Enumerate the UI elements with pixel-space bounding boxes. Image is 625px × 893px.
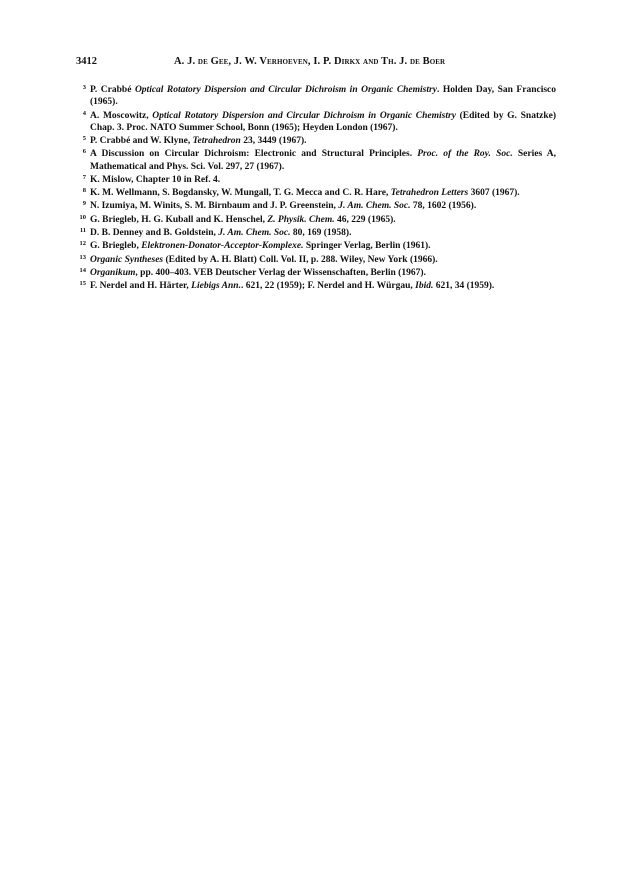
reference-item	[74, 254, 556, 266]
reference-text: Springer Verlag, Berlin (1961).	[303, 241, 431, 252]
reference-title: Ibid.	[415, 281, 434, 292]
reference-item	[74, 148, 556, 172]
reference-text: N. Izumiya, M. Winits, S. M. Birnbaum and J. P. Greenstein,	[90, 201, 339, 212]
reference-item	[74, 200, 556, 212]
reference-number: 11	[79, 226, 86, 234]
reference-text: F. Nerdel and H. Härter,	[90, 281, 192, 292]
reference-title: Elektronen-Donator-Acceptor-Komplexe.	[141, 241, 304, 252]
reference-text: 46, 229 (1965).	[334, 214, 396, 225]
reference-number: 12	[79, 240, 86, 248]
reference-text: 78, 1602 (1956).	[410, 201, 477, 212]
reference-title: Optical Rotatory Dispersion and Circular Dichroism in Organic Chemistry	[152, 110, 456, 121]
reference-item	[74, 214, 556, 226]
reference-text: . Holden Day, San Francisco (1965).	[90, 85, 556, 108]
reference-text: . 621, 22 (1959); F. Nerdel and H. Würgau,	[240, 281, 416, 292]
reference-text: 3607 (1967).	[468, 188, 520, 199]
running-head: A. J. de Gee, J. W. Verhoeven, I. P. Dirkx and Th. J. de Boer	[174, 56, 446, 67]
reference-item	[74, 267, 556, 279]
reference-item	[74, 240, 556, 252]
page-number: 3412	[76, 56, 97, 67]
reference-text: 621, 34 (1959).	[433, 281, 495, 292]
reference-title: Tetrahedron	[192, 136, 241, 146]
reference-title: Organikum	[90, 267, 136, 278]
reference-list	[74, 84, 556, 293]
reference-number: 15	[79, 280, 86, 288]
reference-number: 14	[79, 266, 86, 274]
reference-title: Tetrahedron Letters	[390, 188, 469, 199]
reference-text: D. B. Denney and B. Goldstein,	[90, 227, 219, 238]
reference-number: 4	[82, 109, 86, 117]
reference-text: 23, 3449 (1967).	[240, 136, 307, 146]
reference-text: , pp. 400–403. VEB Deutscher Verlag der Wissenschaften, Berlin (1967).	[135, 267, 426, 278]
reference-item	[74, 84, 556, 108]
reference-title: Proc. of the Roy. Soc.	[417, 149, 513, 160]
reference-item	[74, 187, 556, 199]
reference-title: J. Am. Chem. Soc.	[218, 227, 291, 238]
reference-text: A Discussion on Circular Dichroism: Electronic and Structural Principles.	[90, 149, 418, 160]
page-header	[76, 56, 546, 72]
reference-text: K. Mislow, Chapter 10 in Ref. 4.	[90, 174, 221, 185]
reference-number: 9	[82, 200, 86, 208]
reference-text: (Edited by A. H. Blatt) Coll. Vol. II, p. 288. Wiley, New York (1966).	[163, 254, 438, 265]
reference-text: (Edited by G. Snatzke) Chap. 3. Proc. NATO Summer School, Bonn (1965); Heyden London (1967).	[90, 110, 556, 133]
reference-number: 3	[82, 84, 86, 91]
reference-number: 6	[82, 148, 86, 156]
reference-item	[74, 280, 556, 292]
reference-text: Series A, Mathematical and Phys. Sci. Vol. 297, 27 (1967).	[90, 149, 557, 172]
reference-number: 5	[82, 135, 86, 142]
reference-number: 10	[79, 213, 86, 221]
reference-text: P. Crabbé	[90, 85, 135, 95]
reference-text: K. M. Wellmann, S. Bogdansky, W. Mungall, T. G. Mecca and C. R. Hare,	[90, 188, 391, 199]
reference-item	[74, 227, 556, 239]
reference-number: 13	[79, 253, 86, 261]
reference-item	[74, 110, 556, 134]
reference-number: 8	[82, 187, 86, 195]
reference-title: Liebigs Ann.	[191, 281, 241, 292]
reference-title: Optical Rotatory Dispersion and Circular Dichroism in Organic Chemistry	[134, 85, 437, 95]
reference-item	[74, 135, 556, 147]
reference-text: 80, 169 (1958).	[290, 227, 352, 238]
reference-number: 7	[82, 173, 86, 181]
reference-title: Z. Physik. Chem.	[267, 214, 335, 225]
reference-item	[74, 174, 556, 186]
reference-text: A. Moscowitz,	[90, 110, 153, 121]
reference-title: Organic Syntheses	[90, 254, 164, 265]
reference-text: G. Briegleb,	[90, 241, 142, 252]
reference-title: J. Am. Chem. Soc.	[338, 201, 411, 212]
reference-text: G. Briegleb, H. G. Kuball and K. Henschel,	[90, 214, 268, 225]
reference-text: P. Crabbé and W. Klyne,	[90, 136, 193, 146]
